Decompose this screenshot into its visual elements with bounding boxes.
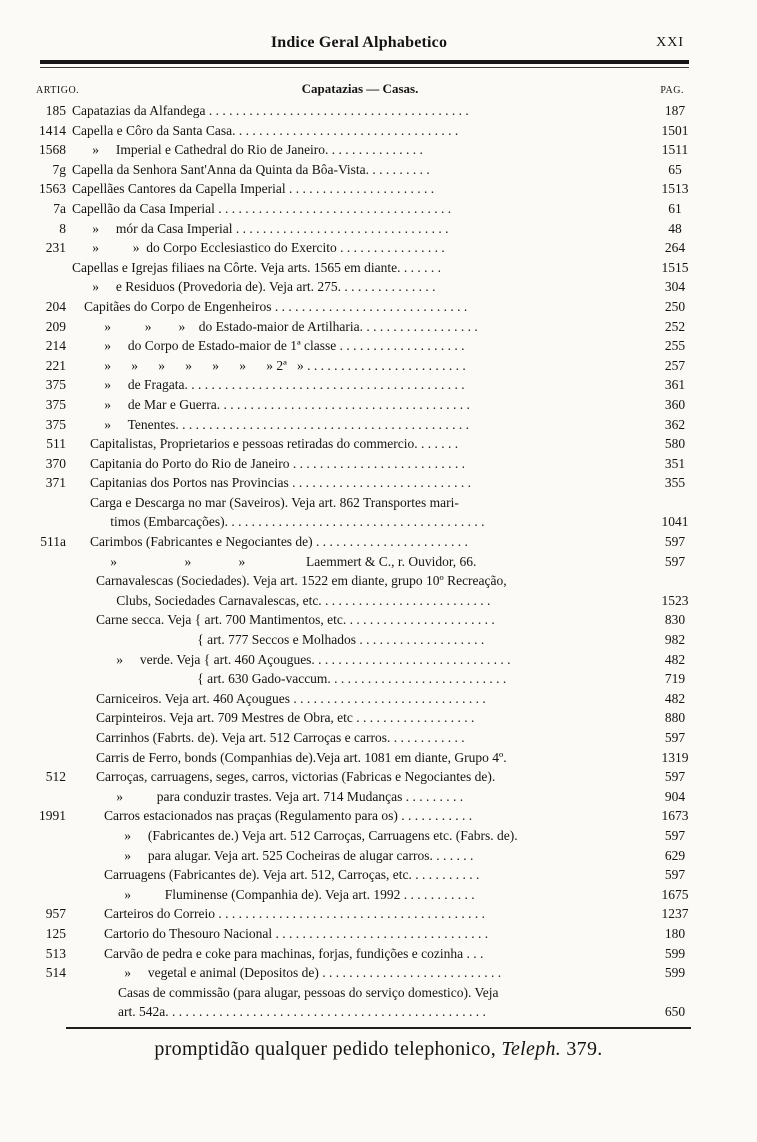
index-entry (0, 375, 757, 395)
entry-page-number: 830 (664, 612, 686, 628)
column-artigo-label: ARTIGO. (36, 85, 80, 96)
entry-text: » » » do Estado-maior de Artilharia. . . . . . . . . . . . . . . . . . (84, 318, 478, 334)
entry-page-number: 1523 (661, 592, 689, 608)
entry-page-number: 597 (664, 827, 686, 843)
entry-article-number: 1414 (39, 122, 66, 138)
entry-text: » Tenentes. . . . . . . . . . . . . . . . . . . . . . . . . . . . . . . . . . . . . . . . . . . . (84, 416, 470, 432)
index-entry (0, 846, 757, 866)
page-number: XXI (656, 35, 684, 50)
entry-page-number: 880 (664, 710, 686, 726)
entry-page-number: 599 (664, 965, 686, 981)
entry-page-number: 597 (664, 730, 686, 745)
entry-text: Capella da Senhora Sant'Anna da Quinta da Bôa-Vista. . . . . . . . . . (72, 161, 430, 177)
entry-article-number: 1991 (39, 808, 66, 824)
index-entry (0, 395, 757, 415)
entry-page-number: 1673 (661, 808, 689, 824)
entry-article-number: 375 (45, 377, 66, 393)
entry-text: » e Residuos (Provedoria de). Veja art. 275. . . . . . . . . . . . . . . (72, 279, 436, 295)
entry-page-number: 982 (664, 632, 686, 648)
footer-text-italic: Teleph. (501, 1038, 562, 1060)
entry-page-number: 1515 (661, 259, 689, 275)
index-entry (0, 277, 757, 297)
entry-text: Casas de commissão (para alugar, pessoas do serviço domestico). Veja (118, 984, 499, 1000)
footer-text-main: promptidão qualquer pedido telephonico, (154, 1038, 497, 1060)
entry-page-number: 257 (664, 357, 686, 373)
index-entry (0, 885, 757, 905)
index-entry (0, 317, 757, 337)
entry-article-number: 7g (52, 161, 66, 177)
entry-text: Carrinhos (Fabrts. de). Veja art. 512 Carroças e carros. . . . . . . . . . . . (96, 730, 465, 745)
index-entry (0, 650, 757, 670)
entry-text: Carris de Ferro, bonds (Companhias de).Veja art. 1081 em diante, Grupo 4º. (96, 749, 507, 765)
index-entry (0, 415, 757, 435)
index-entry (0, 258, 757, 278)
entry-article-number: 511a (40, 534, 66, 550)
footer-rule (66, 1027, 691, 1029)
entry-article-number: 375 (45, 416, 66, 432)
entry-text: Carniceiros. Veja art. 460 Açougues . . . . . . . . . . . . . . . . . . . . . . . . . . . . . (96, 690, 486, 706)
entry-text: Capitanias dos Portos nas Provincias . . . . . . . . . . . . . . . . . . . . . . . . . . . (90, 475, 471, 491)
index-entry (0, 454, 757, 474)
index-entry (0, 924, 757, 944)
entry-text: Capitania do Porto do Rio de Janeiro . . . . . . . . . . . . . . . . . . . . . . . . . . (90, 455, 465, 471)
entry-page-number: 1319 (661, 749, 689, 765)
entry-page-number: 1501 (661, 122, 689, 138)
entry-page-number: 904 (664, 788, 686, 804)
entry-article-number: 514 (45, 965, 66, 981)
index-entry (0, 140, 757, 160)
entry-text: » de Mar e Guerra. . . . . . . . . . . . . . . . . . . . . . . . . . . . . . . . . . . . . . (84, 396, 470, 412)
index-entry (0, 179, 757, 199)
index-entry (0, 493, 757, 513)
entry-page-number: 599 (664, 945, 686, 961)
header-rule-thin (40, 67, 689, 68)
entry-article-number: 209 (45, 318, 66, 334)
entry-article-number: 7a (53, 200, 66, 216)
entry-text: » Imperial e Cathedral do Rio de Janeiro. . . . . . . . . . . . . . . (72, 142, 423, 158)
index-entry (0, 356, 757, 376)
entry-text: Capatazias da Alfandega . . . . . . . . . . . . . . . . . . . . . . . . . . . . . . . . . . . . . . . (72, 103, 469, 118)
entry-text: » do Corpo de Estado-maior de 1ª classe . . . . . . . . . . . . . . . . . . . (84, 338, 465, 354)
index-entry (0, 728, 757, 748)
entry-text: Capella e Côro da Santa Casa. . . . . . . . . . . . . . . . . . . . . . . . . . . . . . . . . . (72, 122, 459, 138)
entry-article-number: 511 (46, 436, 66, 452)
entry-article-number: 214 (45, 338, 66, 354)
entry-page-number: 187 (664, 103, 686, 118)
entry-text: » » do Corpo Ecclesiastico do Exercito . . . . . . . . . . . . . . . . (72, 240, 445, 256)
entry-page-number: 650 (664, 1004, 686, 1020)
entry-page-number: 351 (664, 455, 686, 471)
index-entry (0, 434, 757, 454)
index-entry (0, 865, 757, 885)
entry-text: Carimbos (Fabricantes e Negociantes de) . . . . . . . . . . . . . . . . . . . . . . . (90, 534, 468, 550)
entry-text: Capellas e Igrejas filiaes na Côrte. Veja arts. 1565 em diante. . . . . . . (72, 259, 442, 275)
entry-page-number: 255 (664, 338, 686, 354)
entry-text: » vegetal e animal (Depositos de) . . . . . . . . . . . . . . . . . . . . . . . . . . . (104, 965, 502, 981)
entry-page-number: 362 (664, 416, 686, 432)
entry-page-number: 355 (664, 475, 686, 491)
entry-page-number: 597 (664, 867, 686, 883)
entry-text: Cartorio do Thesouro Nacional . . . . . . . . . . . . . . . . . . . . . . . . . . . . . . . . (104, 925, 489, 941)
entry-text: Carga e Descarga no mar (Saveiros). Veja art. 862 Transportes mari- (90, 494, 459, 510)
entry-text: » (Fabricantes de.) Veja art. 512 Carroças, Carruagens etc. (Fabrs. de). (104, 827, 518, 843)
entry-article-number: 221 (45, 357, 66, 373)
entry-page-number: 719 (664, 671, 686, 687)
entry-page-number: 252 (664, 318, 686, 334)
index-entry (0, 473, 757, 493)
entry-page-number: 264 (664, 240, 686, 256)
entry-text: » » » Laemmert & C., r. Ouvidor, 66. (90, 553, 477, 569)
page-header (40, 34, 684, 58)
index-entry (0, 238, 757, 258)
entry-text: Carnavalescas (Sociedades). Veja art. 1522 em diante, grupo 10º Recreação, (96, 573, 507, 589)
entry-page-number: 597 (664, 534, 686, 550)
entry-text: » de Fragata. . . . . . . . . . . . . . . . . . . . . . . . . . . . . . . . . . . . . . . . . . (84, 377, 465, 393)
entry-text: Carteiros do Correio . . . . . . . . . . . . . . . . . . . . . . . . . . . . . . . . . . . . . . . . (104, 906, 485, 922)
entry-text: Capitalistas, Proprietarios e pessoas retiradas do commercio. . . . . . . (90, 436, 459, 452)
entry-text: Carne secca. Veja { art. 700 Mantimentos, etc. . . . . . . . . . . . . . . . . . . . . . . (96, 612, 495, 628)
entry-article-number: 375 (45, 396, 66, 412)
column-pag-label: PAG. (660, 85, 684, 96)
index-entry (0, 512, 757, 532)
entry-page-number: 250 (664, 298, 686, 314)
entry-article-number: 125 (45, 925, 66, 941)
entry-page-number: 482 (664, 651, 686, 667)
index-entry (0, 336, 757, 356)
entry-text: { art. 630 Gado-vaccum. . . . . . . . . . . . . . . . . . . . . . . . . . . (96, 671, 507, 687)
index-entry (0, 806, 757, 826)
entry-page-number: 1237 (661, 906, 689, 922)
entry-text: » para alugar. Veja art. 525 Cocheiras de alugar carros. . . . . . . (104, 847, 474, 863)
index-entry (0, 944, 757, 964)
entry-page-number: 597 (664, 553, 686, 569)
page-title: Indice Geral Alphabetico (270, 34, 448, 51)
entry-page-number: 1041 (661, 514, 689, 530)
entry-page-number: 1675 (661, 886, 689, 902)
index-entry (0, 983, 757, 1003)
entry-text: timos (Embarcações). . . . . . . . . . . . . . . . . . . . . . . . . . . . . . . . . . . . . . . (90, 514, 485, 530)
entry-article-number: 1563 (39, 181, 66, 197)
column-header (36, 81, 684, 99)
index-entry (0, 904, 757, 924)
entry-page-number: 65 (668, 161, 682, 177)
index-entry (0, 532, 757, 552)
entry-text: » » » » » » » 2ª » . . . . . . . . . . . . . . . . . . . . . . . . (84, 357, 466, 373)
entry-text: » Fluminense (Companhia de). Veja art. 1992 . . . . . . . . . . . (104, 886, 475, 902)
index-entry (0, 297, 757, 317)
index-entry (0, 199, 757, 219)
index-entry (0, 826, 757, 846)
entry-article-number: 231 (45, 240, 66, 256)
section-title: Capatazias — Casas. (301, 81, 419, 96)
entry-article-number: 512 (45, 769, 66, 785)
entry-page-number: 61 (668, 200, 682, 216)
index-entry (0, 787, 757, 807)
entry-text: art. 542a. . . . . . . . . . . . . . . . . . . . . . . . . . . . . . . . . . . . . . . . . . . . . . . . (118, 1004, 486, 1020)
entry-article-number: 513 (45, 945, 66, 961)
entry-page-number: 48 (668, 220, 682, 236)
entry-text: Carruagens (Fabricantes de). Veja art. 512, Carroças, etc. . . . . . . . . . . (104, 867, 480, 883)
entry-text: Carroças, carruagens, seges, carros, victorias (Fabricas e Negociantes de). (96, 769, 496, 785)
entry-page-number: 361 (664, 377, 686, 393)
index-entry (0, 689, 757, 709)
index-entry (0, 591, 757, 611)
index-entry (0, 160, 757, 180)
entry-text: Clubs, Sociedades Carnavalescas, etc. . . . . . . . . . . . . . . . . . . . . . . . . . (96, 592, 491, 608)
index-entry (0, 708, 757, 728)
entry-text: » para conduzir trastes. Veja art. 714 Mudanças . . . . . . . . . (96, 788, 464, 804)
entry-text: Carvão de pedra e coke para machinas, forjas, fundições e cozinha . . . (104, 945, 484, 961)
entry-text: Capellão da Casa Imperial . . . . . . . . . . . . . . . . . . . . . . . . . . . . . . . . . . . (72, 200, 452, 216)
entry-page-number: 580 (664, 436, 686, 452)
entry-page-number: 1513 (661, 181, 689, 197)
entry-article-number: 185 (45, 103, 66, 118)
footer-text-number: 379. (566, 1038, 603, 1060)
index-entry (0, 121, 757, 141)
entry-text: Carros estacionados nas praças (Regulamento para os) . . . . . . . . . . . (104, 808, 473, 824)
entry-page-number: 629 (664, 847, 686, 863)
entry-text: Carpinteiros. Veja art. 709 Mestres de Obra, etc . . . . . . . . . . . . . . . . . . (96, 710, 475, 726)
entry-article-number: 371 (45, 475, 66, 491)
footer-advert (0, 1038, 757, 1061)
index-entry (0, 767, 757, 787)
entry-page-number: 180 (664, 925, 686, 941)
entry-page-number: 482 (664, 690, 686, 706)
index-entry (0, 610, 757, 630)
entry-article-number: 370 (45, 455, 66, 471)
entry-text: Capitães do Corpo de Engenheiros . . . . . . . . . . . . . . . . . . . . . . . . . . . . . (84, 298, 468, 314)
header-rule-thick (40, 60, 689, 64)
index-entry (0, 748, 757, 768)
entry-page-number: 360 (664, 396, 686, 412)
index-entry (0, 571, 757, 591)
entry-text: » mór da Casa Imperial . . . . . . . . . . . . . . . . . . . . . . . . . . . . . . . . (72, 220, 449, 236)
index-entry (0, 219, 757, 239)
entry-text: Capellães Cantores da Capella Imperial . . . . . . . . . . . . . . . . . . . . . . (72, 181, 435, 197)
entry-article-number: 1568 (39, 142, 66, 158)
entry-page-number: 597 (664, 769, 686, 785)
index-entry (0, 963, 757, 983)
index-entry (0, 630, 757, 650)
entry-article-number: 8 (59, 220, 66, 236)
index-entries (0, 101, 757, 1022)
entry-article-number: 204 (45, 298, 66, 314)
entry-page-number: 304 (664, 279, 686, 295)
entry-text: { art. 777 Seccos e Molhados . . . . . . . . . . . . . . . . . . . (96, 632, 485, 648)
index-entry (0, 101, 757, 121)
index-entry (0, 669, 757, 689)
index-entry (0, 552, 757, 572)
entry-text: » verde. Veja { art. 460 Açougues. . . . . . . . . . . . . . . . . . . . . . . . . . . . . . (96, 651, 511, 667)
index-entry (0, 1002, 757, 1022)
entry-page-number: 1511 (661, 142, 689, 158)
entry-article-number: 957 (45, 906, 66, 922)
